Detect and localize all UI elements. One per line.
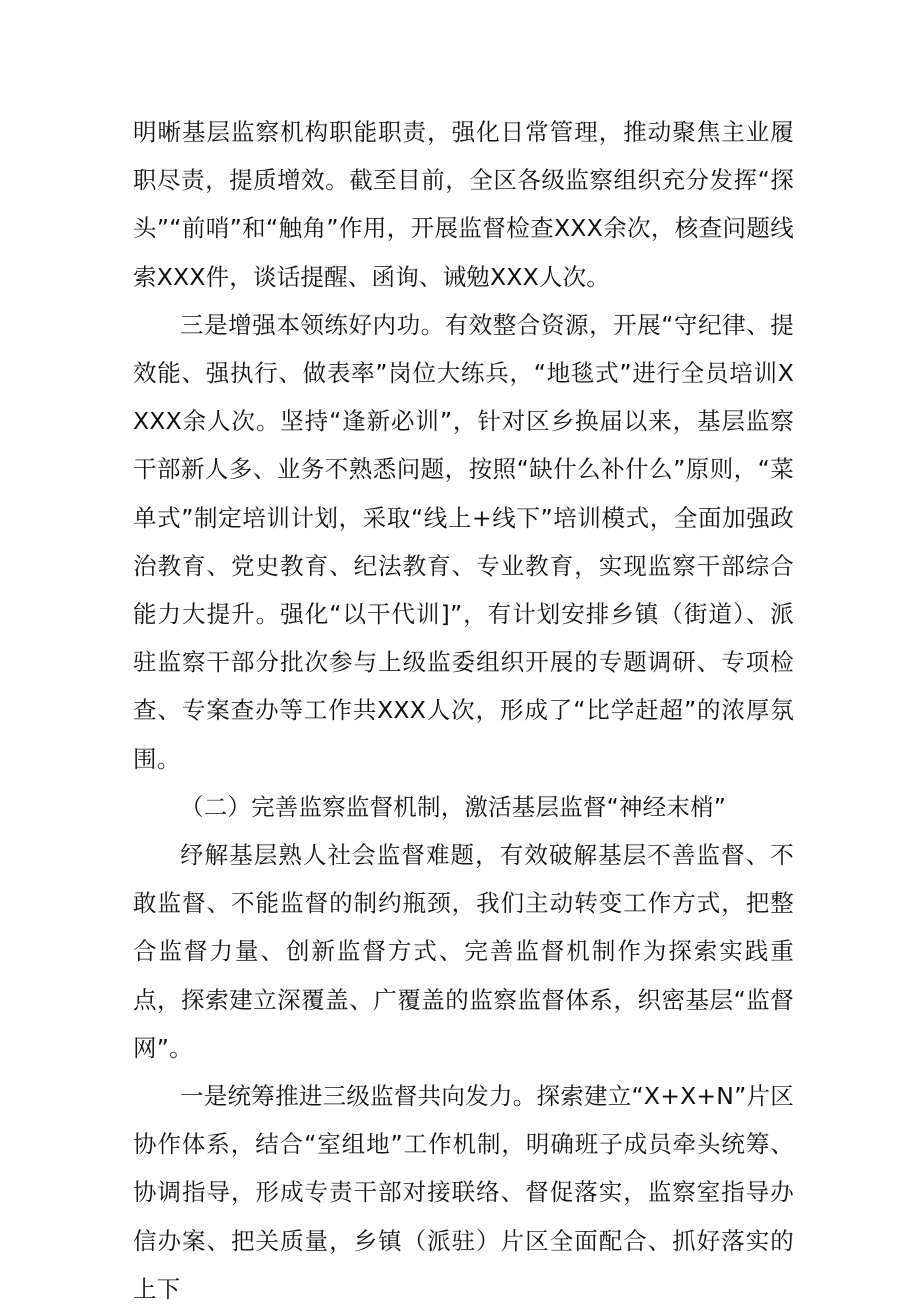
paragraph-continuation: 明晰基层监察机构职能职责，强化日常管理，推动聚焦主业履职尽责，提质增效。截至目前，全区各级监察组织充分发挥“探头”“前哨”和“触角”作用，开展监督检查XXX余次，核查问题线索XXX件，谈话提醒、函询、诫勉XXX人次。 xyxy=(133,118,794,291)
paragraph-training: 三是增强本领练好内功。有效整合资源，开展“守纪律、提效能、强执行、做表率”岗位大练兵，“地毯式”进行全员培训XXXX余人次。坚持“逢新必训”，针对区乡换届以来，基层监察干部新人多、业务不熟悉问题，按照“缺什么补什么”原则，“菜单式”制定培训计划，采取“线上+线下”培训模式，全面加强政治教育、党史教育、纪法教育、专业教育，实现监察干部综合能力大提升。强化“以干代训]”，有计划安排乡镇（街道）、派驻监察干部分批次参与上级监委组织开展的专题调研、专项检查、专案查办等工作共XXX人次，形成了“比学赶超”的浓厚氛围。 xyxy=(133,310,794,773)
section-heading: （二）完善监察监督机制，激活基层监督“神经末梢” xyxy=(180,792,727,821)
paragraph-supervision: 纾解基层熟人社会监督难题，有效破解基层不善监督、不敢监督、不能监督的制约瓶颈，我们主动转变工作方式，把整合监督力量、创新监督方式、完善监督机制作为探索实践重点，探索建立深覆盖、广覆盖的监察监督体系，织密基层“监督网”。 xyxy=(133,841,794,1062)
paragraph-three-level: 一是统筹推进三级监督共向发力。探索建立“X+X+N”片区协作体系，结合“室组地”工作机制，明确班子成员牵头统筹、协调指导，形成专责干部对接联络、督促落实，监察室指导办信办案、把关质量，乡镇（派驻）片区全面配合、抓好落实的上下 xyxy=(133,1082,794,1303)
